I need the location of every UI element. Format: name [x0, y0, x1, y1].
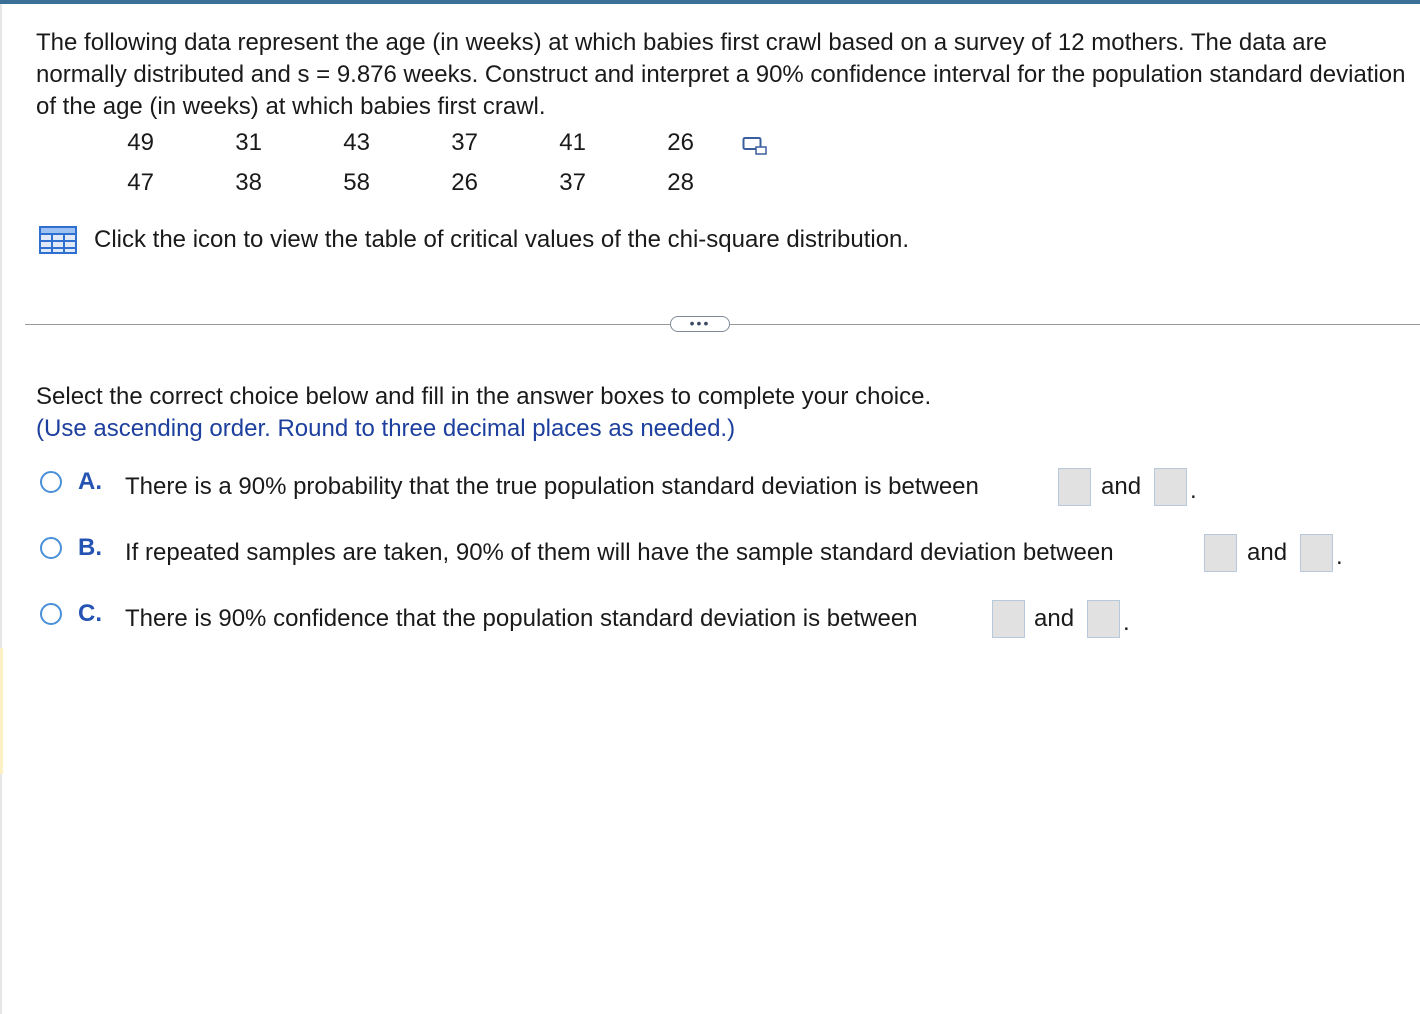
hint-text: (Use ascending order. Round to three decimal places as needed.) [36, 415, 736, 442]
more-options-button[interactable]: ••• [670, 316, 730, 332]
choice-b-radio[interactable] [40, 537, 62, 559]
choice-a-letter: A. [78, 468, 102, 495]
choice-b-and: and [1247, 539, 1288, 566]
choice-c-text: There is 90% confidence that the population standard deviation is between [125, 605, 918, 632]
data-value: 58 [343, 169, 370, 196]
data-value: 38 [235, 169, 262, 196]
choice-a-and: and [1101, 473, 1142, 500]
data-value: 28 [667, 169, 694, 196]
choice-b-letter: B. [78, 534, 102, 561]
chi-square-table-link[interactable] [38, 222, 909, 258]
choice-a-radio[interactable] [40, 471, 62, 493]
data-value: 26 [667, 129, 694, 156]
data-value: 41 [559, 129, 586, 156]
choice-c-letter: C. [78, 600, 102, 627]
choice-c-period: . [1123, 609, 1130, 636]
data-value: 47 [127, 169, 154, 196]
left-highlight-strip [0, 648, 3, 774]
choice-c-radio[interactable] [40, 603, 62, 625]
data-value: 26 [451, 169, 478, 196]
choice-b-lower-input[interactable] [1204, 534, 1237, 572]
data-value: 49 [127, 129, 154, 156]
choice-c-upper-input[interactable] [1087, 600, 1120, 638]
choice-a-period: . [1190, 477, 1197, 504]
choice-b-upper-input[interactable] [1300, 534, 1333, 572]
data-value: 43 [343, 129, 370, 156]
table-grid-icon[interactable] [38, 225, 78, 255]
instruction-text: Select the correct choice below and fill in the answer boxes to complete your choice. [36, 383, 932, 410]
choice-c-lower-input[interactable] [992, 600, 1025, 638]
choice-a-upper-input[interactable] [1154, 468, 1187, 506]
choice-b-period: . [1336, 543, 1343, 570]
choice-a-text: There is a 90% probability that the true population standard deviation is between [125, 473, 979, 500]
data-value: 37 [451, 129, 478, 156]
choice-b-text: If repeated samples are taken, 90% of them will have the sample standard deviation between [125, 539, 1114, 566]
choice-a-lower-input[interactable] [1058, 468, 1091, 506]
top-accent-bar [0, 0, 1420, 4]
choice-c-and: and [1034, 605, 1075, 632]
left-border [0, 4, 2, 1014]
data-value: 37 [559, 169, 586, 196]
copy-data-icon[interactable] [742, 136, 768, 156]
data-value: 31 [235, 129, 262, 156]
table-link-label[interactable]: Click the icon to view the table of critical values of the chi-square distribution. [94, 226, 910, 253]
question-text: The following data represent the age (in weeks) at which babies first crawl based on a survey of 12 mothers. The data are normally distributed and s = 9.876 weeks. Construct and interpret a 90% confidence interval for the population standard deviation of the age (in weeks) at which babies first crawl. [36, 29, 1406, 120]
